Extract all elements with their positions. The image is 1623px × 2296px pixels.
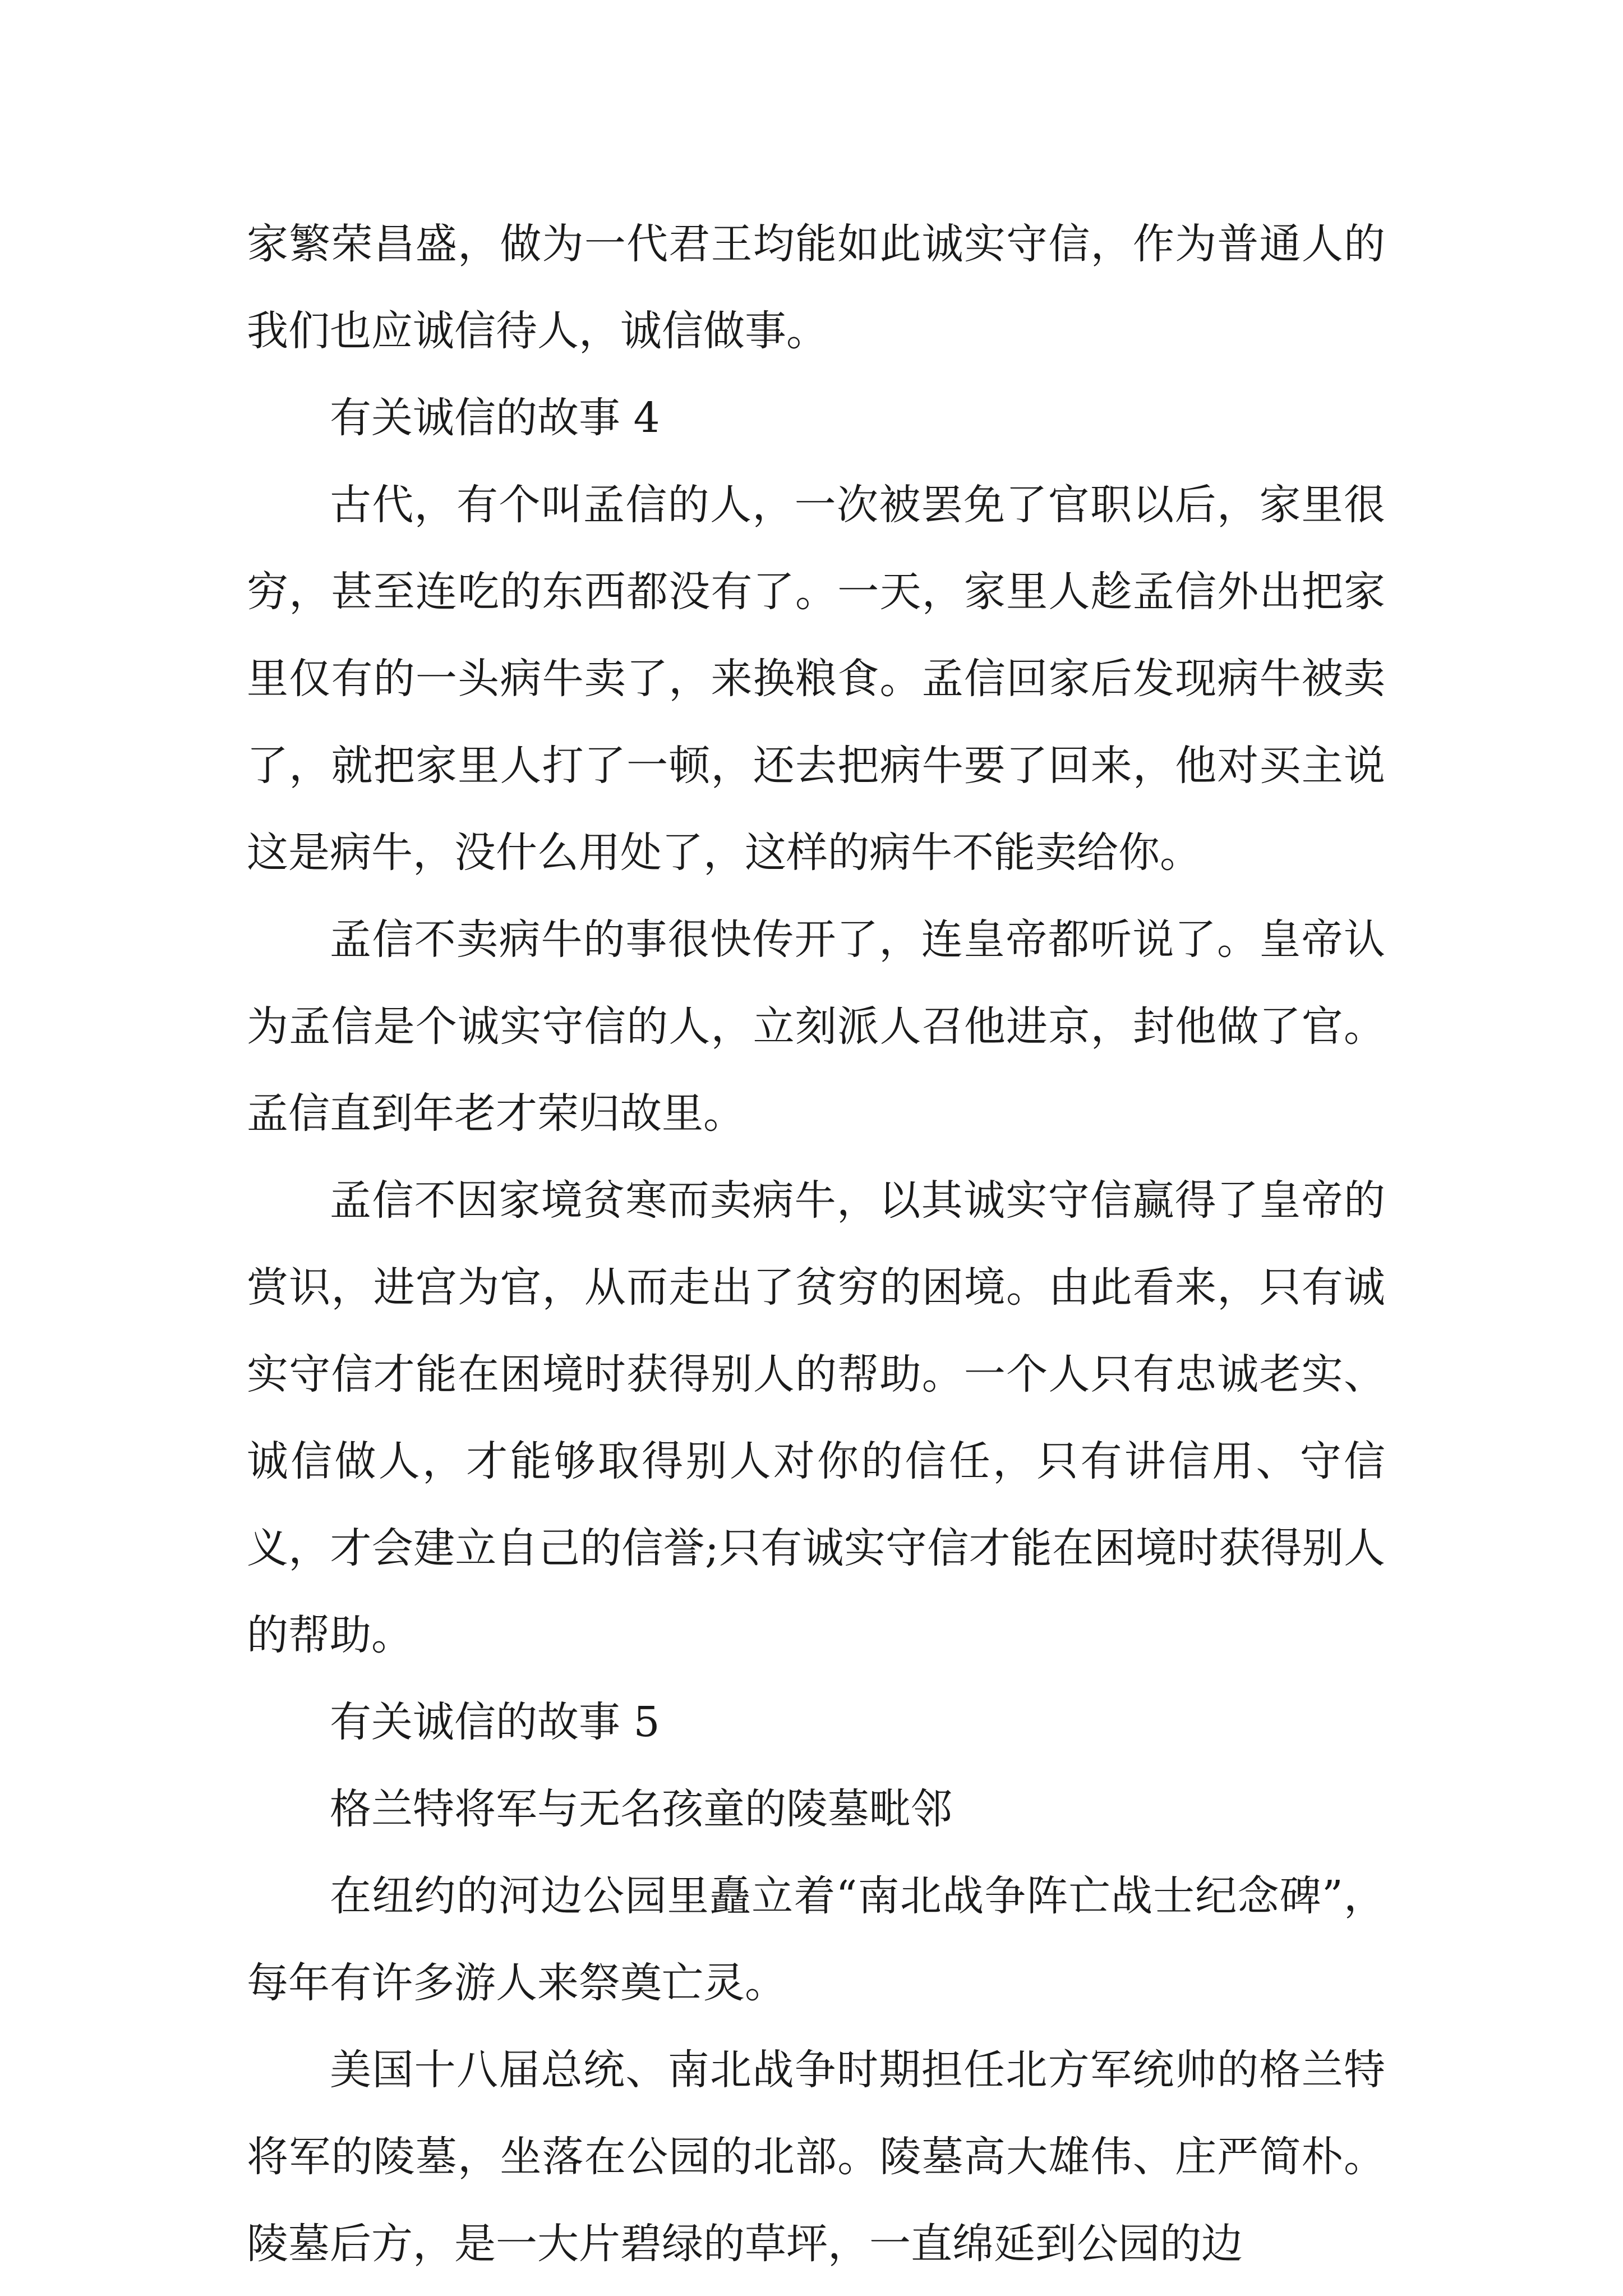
paragraph: 美国十八届总统、南北战争时期担任北方军统帅的格兰特将军的陵墓，坐落在公园的北部。陵墓高大雄伟、庄严简朴。陵墓后方，是一大片碧绿的草坪，一直绵延到公园的边 (247, 2046, 1385, 2268)
story-title: 格兰特将军与无名孩童的陵墓毗邻 (330, 1785, 952, 1833)
paragraph: 古代，有个叫孟信的人，一次被罢免了官职以后，家里很穷，甚至连吃的东西都没有了。一天，家里人趁孟信外出把家里仅有的一头病牛卖了，来换粮食。孟信回家后发现病牛被卖了，就把家里人打了一顿，还去把病牛要了回来，他对买主说这是病牛，没什么用处了，这样的病牛不能卖给你。 (247, 481, 1385, 877)
document-body (247, 201, 1385, 2288)
section-heading-story-4: 有关诚信的故事 4 (330, 394, 660, 442)
paragraph-continuation: 家繁荣昌盛，做为一代君王均能如此诚实守信，作为普通人的我们也应诚信待人，诚信做事。 (247, 220, 1385, 355)
paragraph: 在纽约的河边公园里矗立着“南北战争阵亡战士纪念碑”，每年有许多游人来祭奠亡灵。 (247, 1872, 1385, 2007)
paragraph: 孟信不卖病牛的事很快传开了，连皇帝都听说了。皇帝认为孟信是个诚实守信的人，立刻派人召他进京，封他做了官。孟信直到年老才荣归故里。 (247, 915, 1385, 1138)
section-heading-story-5: 有关诚信的故事 5 (330, 1698, 660, 1746)
paragraph: 孟信不因家境贫寒而卖病牛，以其诚实守信赢得了皇帝的赏识，进宫为官，从而走出了贫穷的困境。由此看来，只有诚实守信才能在困境时获得别人的帮助。一个人只有忠诚老实、诚信做人，才能够取得别人对你的信任，只有讲信用、守信义，才会建立自己的信誉;只有诚实守信才能在困境时获得别人的帮助。 (247, 1176, 1385, 1659)
